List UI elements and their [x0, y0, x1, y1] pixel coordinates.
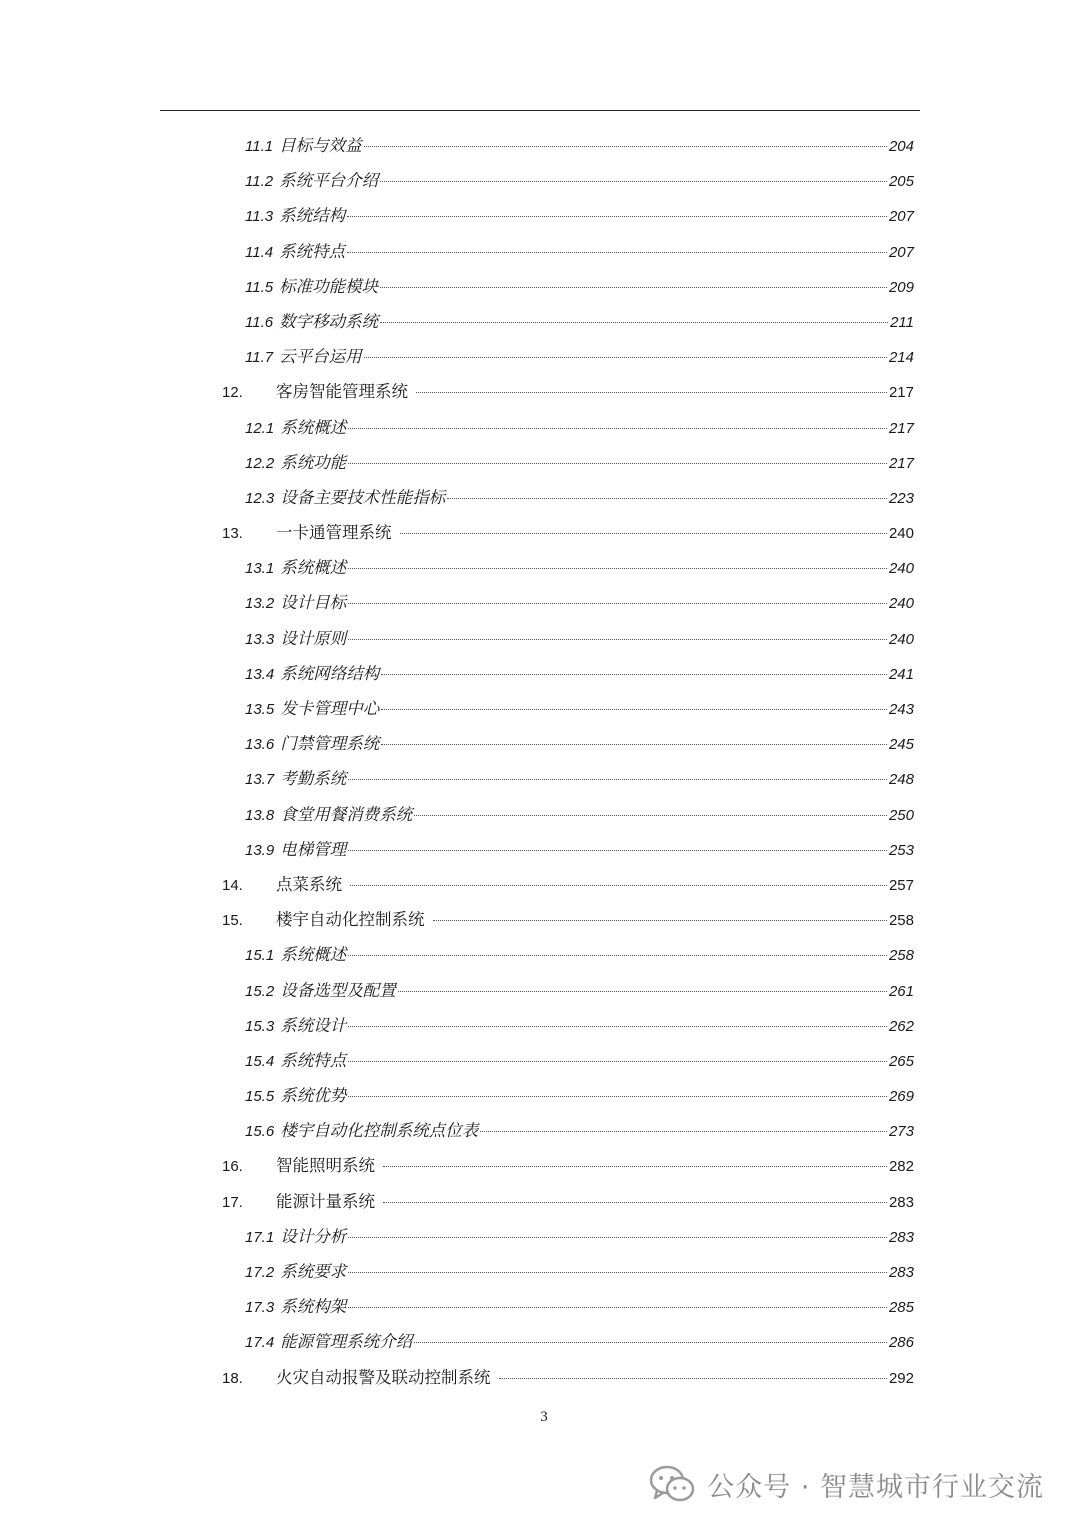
toc-dot-leader: [364, 357, 887, 358]
toc-page-number: 285: [888, 1299, 914, 1317]
toc-entry-line: [245, 554, 914, 578]
toc-page-number: 217: [888, 454, 914, 472]
toc-entry-line: [222, 519, 914, 543]
toc-entry-line: [245, 449, 914, 472]
toc-dot-leader: [348, 779, 887, 780]
toc-dot-leader: [414, 1342, 887, 1343]
toc-entry[interactable]: [0, 969, 1080, 1004]
toc-entry-line: [245, 1082, 914, 1106]
toc-section-title: 系统平台介绍: [279, 171, 379, 191]
toc-section-number: 15.2: [245, 982, 275, 1000]
toc-entry[interactable]: [0, 124, 1080, 159]
watermark-text: 公众号 · 智慧城市行业交流: [707, 1471, 1044, 1503]
toc-entry-line: [245, 730, 914, 754]
watermark: [649, 1462, 1044, 1506]
toc-section-title: 发卡管理中心: [280, 699, 380, 718]
toc-dot-leader: [433, 920, 887, 921]
toc-section-title: 能源计量系统: [276, 1191, 375, 1211]
toc-entry[interactable]: [0, 1004, 1080, 1039]
toc-entry-line: [245, 343, 914, 367]
toc-dot-leader: [383, 1166, 887, 1167]
toc-section-title: 系统要求: [280, 1262, 347, 1281]
toc-page-number: 262: [888, 1017, 914, 1035]
toc-section-number: 12.1: [245, 419, 275, 437]
toc-entry-line: [245, 836, 914, 859]
toc-entry[interactable]: [0, 441, 1080, 476]
toc-entry[interactable]: [0, 617, 1080, 652]
toc-entry-line: [245, 1293, 914, 1317]
toc-section-number: 17.3: [245, 1299, 275, 1317]
toc-section-title: 设备选型及配置: [280, 980, 396, 1000]
toc-entry[interactable]: [0, 1180, 1080, 1215]
toc-entry-line: [222, 1188, 914, 1211]
toc-section-title: 楼宇自动化控制系统点位表: [280, 1121, 479, 1141]
toc-section-number: 13.3: [245, 630, 275, 648]
toc-dot-leader: [398, 991, 887, 992]
toc-section-title: 系统网络结构: [280, 663, 380, 683]
toc-entry-line: [245, 238, 914, 261]
toc-dot-leader: [380, 322, 888, 323]
page-number: 3: [540, 1409, 548, 1425]
toc-section-title: 标准功能模块: [279, 276, 379, 296]
toc-dot-leader: [348, 428, 887, 429]
toc-section-number: 15.: [222, 912, 243, 930]
toc-entry-line: [245, 695, 914, 718]
toc-entry-line: [222, 871, 914, 894]
toc-dot-leader: [364, 146, 887, 147]
toc-dot-leader: [348, 1307, 887, 1308]
toc-section-number: 14.: [222, 876, 243, 894]
toc-entry-line: [245, 167, 914, 191]
toc-entry[interactable]: [0, 1109, 1080, 1144]
toc-dot-leader: [348, 1026, 887, 1027]
toc-section-number: 15.1: [245, 947, 275, 965]
toc-dot-leader: [380, 287, 887, 288]
toc-entry[interactable]: [0, 159, 1080, 194]
toc-section-title: 系统构架: [280, 1297, 347, 1317]
toc-section-number: 17.1: [245, 1228, 275, 1246]
toc-entry-line: [222, 378, 914, 402]
toc-section-title: 系统设计: [280, 1015, 347, 1035]
toc-entry[interactable]: [0, 581, 1080, 616]
toc-section-number: 11.5: [245, 278, 274, 296]
toc-section-title: 系统功能: [280, 452, 347, 472]
toc-dot-leader: [348, 955, 887, 956]
toc-dot-leader: [347, 252, 887, 253]
toc-section-title: 云平台运用: [279, 347, 362, 367]
toc-section-title: 系统概述: [280, 945, 347, 965]
toc-section-number: 11.6: [245, 313, 274, 331]
toc-entry[interactable]: [0, 511, 1080, 546]
toc-entry-line: [245, 202, 914, 226]
toc-entry-line: [245, 589, 914, 613]
toc-section-title: 门禁管理系统: [280, 734, 380, 754]
toc-entry-line: [245, 941, 914, 965]
toc-section-title: 客房智能管理系统: [276, 382, 408, 402]
toc-section-title: 设计原则: [280, 628, 347, 648]
toc-section-number: 13.6: [245, 736, 275, 754]
toc-dot-leader: [381, 744, 887, 745]
toc-page-number: 217: [888, 419, 914, 437]
toc-entry[interactable]: [0, 1074, 1080, 1109]
toc-entry[interactable]: [0, 933, 1080, 968]
toc-entry-line: [245, 625, 914, 648]
toc-page-number: 241: [888, 665, 914, 683]
toc-dot-leader: [348, 603, 887, 604]
toc-entry-line: [245, 1047, 914, 1070]
toc-section-number: 12.3: [245, 489, 275, 507]
toc-dot-leader: [348, 1237, 887, 1238]
toc-section-title: 能源管理系统介绍: [280, 1332, 413, 1352]
toc-entry-line: [245, 1258, 914, 1281]
toc-page-number: 207: [888, 243, 914, 261]
toc-section-title: 一卡通管理系统: [276, 523, 392, 543]
toc-section-number: 11.4: [245, 243, 274, 261]
toc-page-number: 207: [888, 208, 914, 226]
toc-page-number: 282: [888, 1158, 914, 1176]
toc-section-title: 设计目标: [280, 593, 347, 613]
toc-page-number: 258: [888, 912, 914, 930]
toc-entry[interactable]: [0, 687, 1080, 722]
toc-dot-leader: [348, 568, 887, 569]
toc-entry-line: [245, 801, 914, 824]
toc-dot-leader: [400, 533, 887, 534]
toc-section-number: 13.9: [245, 841, 275, 859]
toc-entry[interactable]: [0, 828, 1080, 863]
toc-entry-line: [245, 977, 914, 1000]
toc-entry-line: [222, 1152, 914, 1176]
toc-section-title: 楼宇自动化控制系统: [276, 910, 425, 930]
toc-section-title: 系统概述: [280, 558, 347, 578]
toc-page-number: 240: [888, 560, 914, 578]
toc-page-number: 209: [888, 278, 914, 296]
toc-section-title: 考勤系统: [280, 769, 347, 789]
toc-entry[interactable]: [0, 652, 1080, 687]
toc-entry[interactable]: [0, 863, 1080, 898]
toc-section-number: 11.7: [245, 349, 274, 367]
toc-page-number: 258: [888, 947, 914, 965]
toc-dot-leader: [447, 498, 887, 499]
toc-section-number: 15.6: [245, 1123, 275, 1141]
toc-entry-line: [245, 414, 914, 437]
toc-dot-leader: [350, 885, 887, 886]
toc-entry[interactable]: [0, 898, 1080, 933]
toc-entry-line: [222, 1364, 914, 1387]
toc-section-title: 食堂用餐消费系统: [280, 804, 413, 824]
toc-section-title: 系统特点: [279, 241, 346, 261]
toc-section-number: 15.5: [245, 1088, 275, 1106]
toc-section-number: 13.5: [245, 701, 275, 718]
toc-page-number: 223: [888, 489, 914, 507]
toc-section-title: 目标与效益: [279, 136, 362, 155]
toc-page-number: 273: [888, 1123, 914, 1141]
toc-section-number: 13.8: [245, 806, 275, 824]
toc-entry-line: [222, 906, 914, 930]
toc-entry[interactable]: [0, 1356, 1080, 1391]
toc-page-number: 292: [888, 1369, 914, 1387]
toc-entry[interactable]: [0, 370, 1080, 405]
toc-section-number: 16.: [222, 1158, 243, 1176]
toc-entry[interactable]: [0, 230, 1080, 265]
toc-page-number: 248: [888, 771, 914, 789]
toc-section-title: 点菜系统: [276, 874, 342, 894]
toc-entry[interactable]: [0, 1039, 1080, 1074]
toc-section-number: 11.2: [245, 173, 274, 191]
toc-section-number: 13.: [222, 525, 243, 543]
toc-entry[interactable]: [0, 757, 1080, 792]
toc-entry[interactable]: [0, 793, 1080, 828]
toc-entry[interactable]: [0, 1320, 1080, 1355]
table-of-contents: [0, 124, 1080, 1391]
toc-section-number: 11.3: [245, 208, 274, 226]
toc-page-number: 245: [888, 736, 914, 754]
toc-entry[interactable]: [0, 722, 1080, 757]
toc-entry[interactable]: [0, 194, 1080, 229]
toc-dot-leader: [348, 639, 887, 640]
toc-dot-leader: [348, 850, 887, 851]
toc-dot-leader: [381, 709, 887, 710]
toc-entry-line: [245, 273, 914, 296]
toc-section-number: 13.1: [245, 560, 275, 578]
toc-section-number: 17.4: [245, 1334, 275, 1352]
toc-dot-leader: [480, 1131, 887, 1132]
toc-entry[interactable]: [0, 300, 1080, 335]
toc-section-title: 电梯管理: [280, 839, 347, 859]
toc-page-number: 283: [888, 1193, 914, 1211]
toc-section-number: 17.: [222, 1193, 243, 1211]
toc-dot-leader: [414, 815, 887, 816]
toc-dot-leader: [347, 216, 887, 217]
toc-section-title: 设备主要技术性能指标: [280, 487, 446, 507]
toc-section-title: 数字移动系统: [279, 311, 379, 331]
toc-page-number: 217: [888, 384, 914, 402]
toc-dot-leader: [499, 1378, 887, 1379]
toc-entry[interactable]: [0, 1144, 1080, 1179]
toc-entry[interactable]: [0, 265, 1080, 300]
toc-section-title: 系统概述: [280, 417, 347, 437]
toc-entry[interactable]: [0, 476, 1080, 511]
toc-dot-leader: [381, 674, 887, 675]
toc-section-title: 火灾自动报警及联动控制系统: [276, 1367, 491, 1387]
toc-dot-leader: [348, 1096, 887, 1097]
toc-section-title: 系统特点: [280, 1050, 347, 1070]
toc-page-number: 211: [890, 313, 914, 331]
toc-section-number: 18.: [222, 1369, 243, 1387]
toc-entry-line: [245, 765, 914, 789]
toc-entry[interactable]: [0, 406, 1080, 441]
toc-page-number: 265: [888, 1052, 914, 1070]
toc-dot-leader: [380, 181, 887, 182]
toc-section-number: 13.7: [245, 771, 275, 789]
toc-page-number: 204: [888, 138, 914, 155]
toc-section-number: 13.4: [245, 665, 275, 683]
toc-section-title: 设计分析: [280, 1226, 347, 1246]
toc-page-number: 205: [888, 173, 914, 191]
toc-page-number: 250: [888, 806, 914, 824]
toc-page-number: 286: [888, 1334, 914, 1352]
toc-page-number: 283: [888, 1264, 914, 1281]
toc-section-title: 系统优势: [280, 1086, 347, 1106]
toc-dot-leader: [348, 1061, 887, 1062]
header-rule: [160, 110, 920, 111]
toc-entry-line: [245, 132, 914, 155]
toc-section-title: 智能照明系统: [276, 1156, 375, 1176]
toc-entry-line: [245, 1117, 914, 1141]
toc-entry-line: [245, 484, 914, 507]
toc-entry-line: [245, 660, 914, 683]
toc-entry[interactable]: [0, 546, 1080, 581]
toc-page-number: 240: [888, 630, 914, 648]
toc-section-number: 12.2: [245, 454, 275, 472]
toc-page-number: 257: [888, 876, 914, 894]
toc-entry-line: [245, 1012, 914, 1035]
toc-section-number: 12.: [222, 384, 243, 402]
toc-page-number: 240: [888, 595, 914, 613]
toc-page-number: 214: [888, 349, 914, 367]
toc-entry[interactable]: [0, 1215, 1080, 1250]
toc-dot-leader: [348, 1272, 887, 1273]
toc-section-number: 15.4: [245, 1052, 275, 1070]
toc-dot-leader: [416, 392, 887, 393]
toc-page-number: 243: [888, 701, 914, 718]
toc-entry-line: [245, 1328, 914, 1352]
toc-section-number: 15.3: [245, 1017, 275, 1035]
toc-entry[interactable]: [0, 335, 1080, 370]
toc-page-number: 261: [888, 982, 914, 1000]
toc-entry[interactable]: [0, 1285, 1080, 1320]
toc-dot-leader: [348, 463, 887, 464]
toc-page-number: 269: [888, 1088, 914, 1106]
toc-entry[interactable]: [0, 1250, 1080, 1285]
toc-page-number: 253: [888, 841, 914, 859]
wechat-logo-icon: [649, 1464, 695, 1504]
toc-entry-line: [245, 1223, 914, 1246]
toc-page-number: 283: [888, 1228, 914, 1246]
toc-section-number: 17.2: [245, 1264, 275, 1281]
toc-dot-leader: [383, 1202, 887, 1203]
toc-entry-line: [245, 308, 914, 331]
toc-section-title: 系统结构: [279, 206, 346, 226]
toc-section-number: 11.1: [245, 138, 274, 155]
toc-section-number: 13.2: [245, 595, 275, 613]
toc-page-number: 240: [888, 525, 914, 543]
